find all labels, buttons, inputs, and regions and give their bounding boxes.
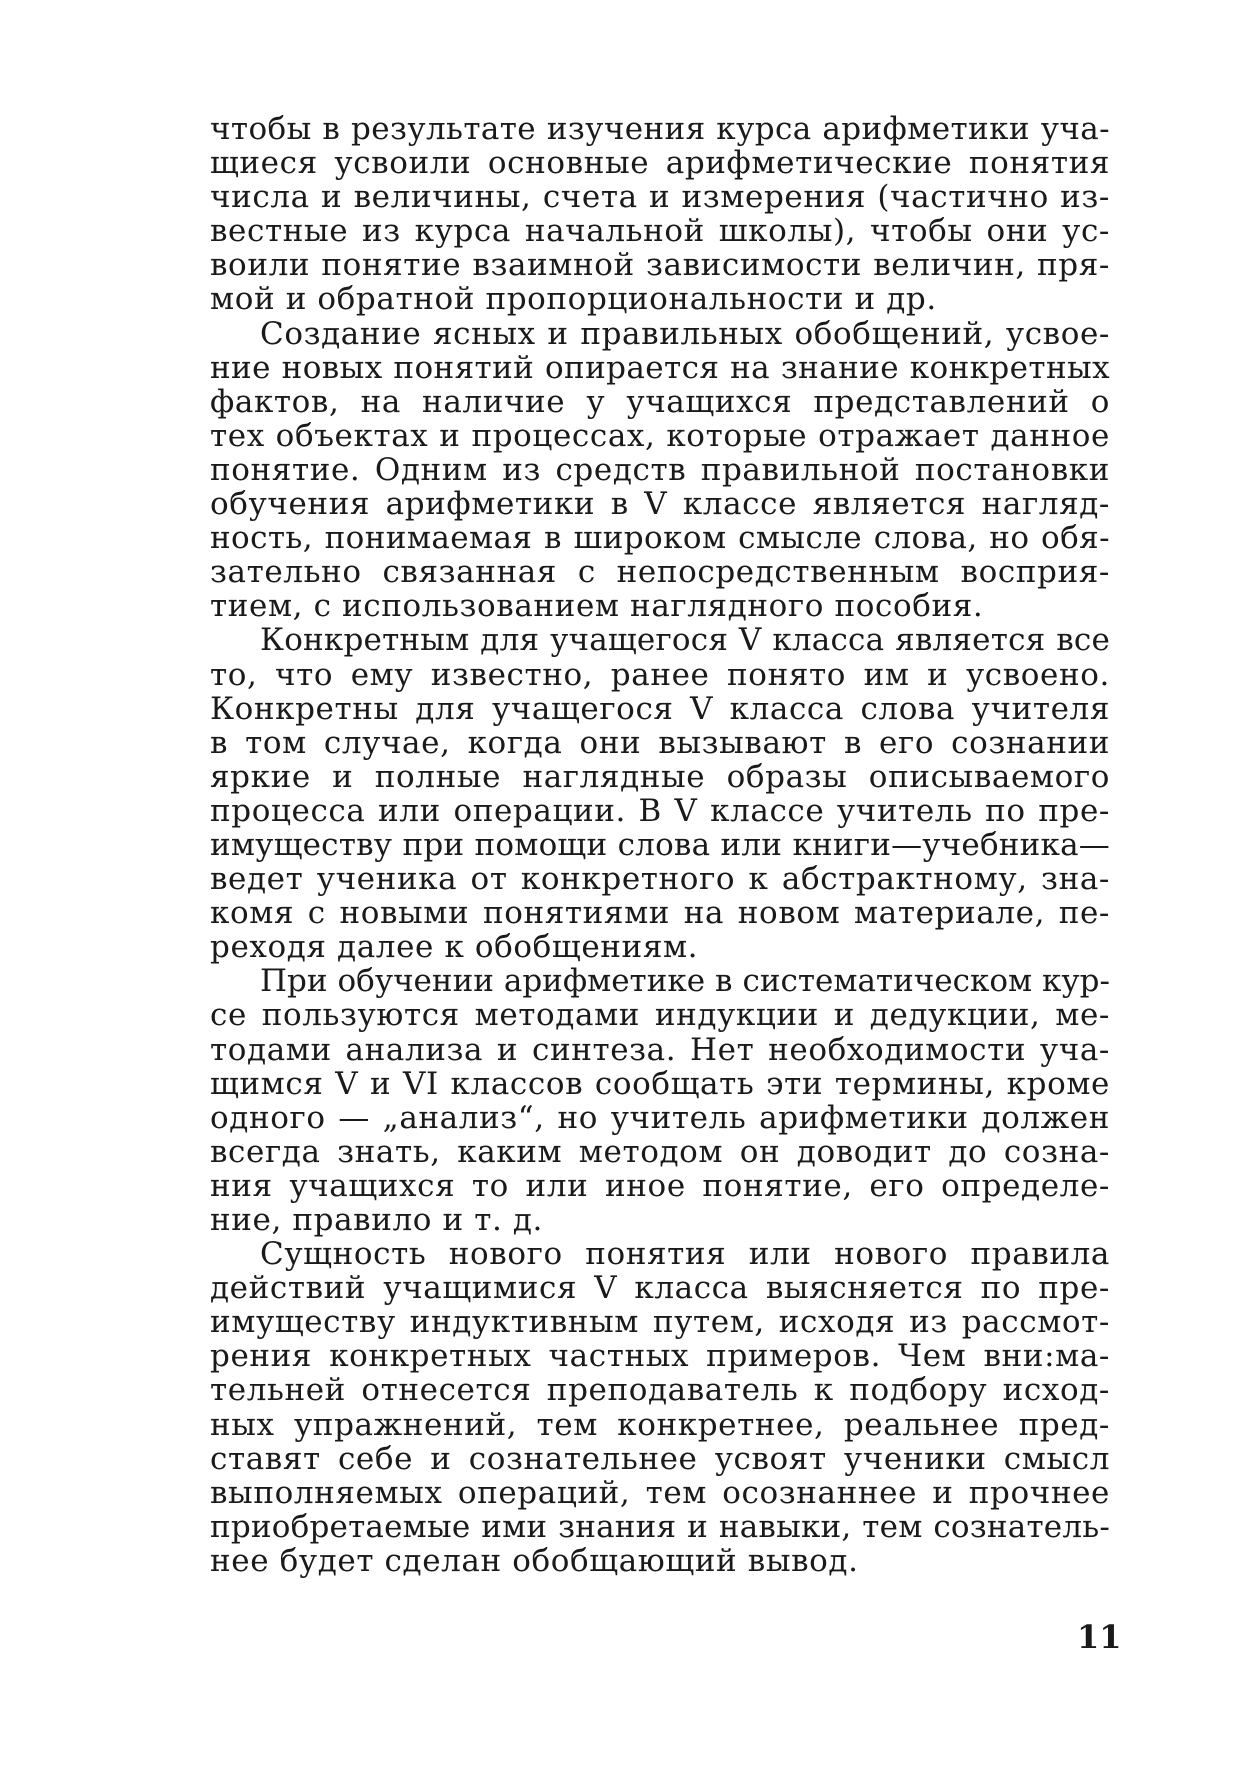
text-line: числа и величины, счета и измерения (частично из- (210, 179, 1110, 216)
text-line: процесса или операции. В V классе учитель по пре- (210, 792, 1110, 829)
text-line: приобретаемые ими знания и навыки, тем сознатель- (210, 1508, 1110, 1545)
page-number: 11 (1077, 1618, 1122, 1656)
text-line: ставят себе и сознательнее усвоят ученики смысл (210, 1440, 1110, 1477)
text-line: Конкретным для учащегося V класса является все (260, 622, 1110, 659)
text-line: ния учащихся то или иное понятие, его определе- (210, 1167, 1110, 1204)
text-line: в том случае, когда они вызывают в его сознании (210, 724, 1110, 761)
text-line: ние, правило и т. д. (210, 1202, 544, 1238)
text-line: реходя далее к обобщениям. (210, 929, 699, 966)
text-line: Создание ясных и правильных обобщений, усвое- (260, 315, 1110, 352)
text-line: понятие. Одним из средств правильной постановки (210, 451, 1110, 488)
body-text (210, 112, 1110, 1578)
text-line: рения конкретных частных примеров. Чем вни:ма- (210, 1338, 1110, 1375)
text-line: действий учащимися V класса выясняется по пре- (210, 1270, 1110, 1307)
text-line: щимся V и VI классов сообщать эти термины, кроме (210, 1065, 1110, 1102)
text-line: тельней отнесется преподаватель к подбору исход- (210, 1372, 1110, 1409)
text-line: Конкретны для учащегося V класса слова учителя (210, 690, 1110, 727)
text-line: ных упражнений, тем конкретнее, реальнее пред- (210, 1406, 1110, 1443)
text-line: то, что ему известно, ранее понято им и усвоено. (210, 656, 1110, 693)
text-line: При обучении арифметике в систематическом кур- (260, 963, 1110, 1000)
text-line: тех объектах и процессах, которые отражает данное (210, 417, 1110, 454)
text-line: се пользуются методами индукции и дедукции, ме- (210, 997, 1110, 1034)
text-line: комя с новыми понятиями на новом материале, пе- (210, 895, 1110, 932)
text-line: выполняемых операций, тем осознаннее и прочнее (210, 1474, 1110, 1511)
text-line: мой и обратной пропорциональности и др. (210, 281, 937, 318)
text-line: тием, с использованием наглядного пособия. (210, 588, 984, 625)
text-line: вестные из курса начальной школы), чтобы они ус- (210, 213, 1110, 250)
text-line: одного — „анализ“, но учитель арифметики должен (210, 1099, 1110, 1136)
text-line: воили понятие взаимной зависимости величин, пря- (210, 247, 1110, 284)
text-line: Сущность нового понятия или нового правила (260, 1236, 1110, 1273)
text-line: фактов, на наличие у учащихся представлений о (210, 383, 1110, 420)
text-line: тодами анализа и синтеза. Нет необходимости уча- (210, 1031, 1110, 1068)
text-line: яркие и полные наглядные образы описываемого (210, 758, 1110, 795)
text-line: имуществу индуктивным путем, исходя из рассмот- (210, 1304, 1110, 1341)
text-line: ность, понимаемая в широком смысле слова, но обя- (210, 520, 1110, 557)
text-line: обучения арифметики в V классе является нагляд- (210, 486, 1110, 523)
text-line: ние новых понятий опирается на знание конкретных (210, 349, 1110, 386)
text-line: имуществу при помощи слова или книги—учебника— (210, 826, 1110, 863)
text-line: чтобы в результате изучения курса арифметики уча- (210, 111, 1110, 147)
text-line: нее будет сделан обобщающий вывод. (210, 1542, 859, 1579)
text-line: зательно связанная с непосредственным восприя- (210, 554, 1110, 591)
text-line: всегда знать, каким методом он доводит до созна- (210, 1133, 1110, 1170)
text-line: ведет ученика от конкретного к абстрактному, зна- (210, 861, 1110, 898)
text-line: щиеся усвоили основные арифметические понятия (210, 145, 1110, 182)
